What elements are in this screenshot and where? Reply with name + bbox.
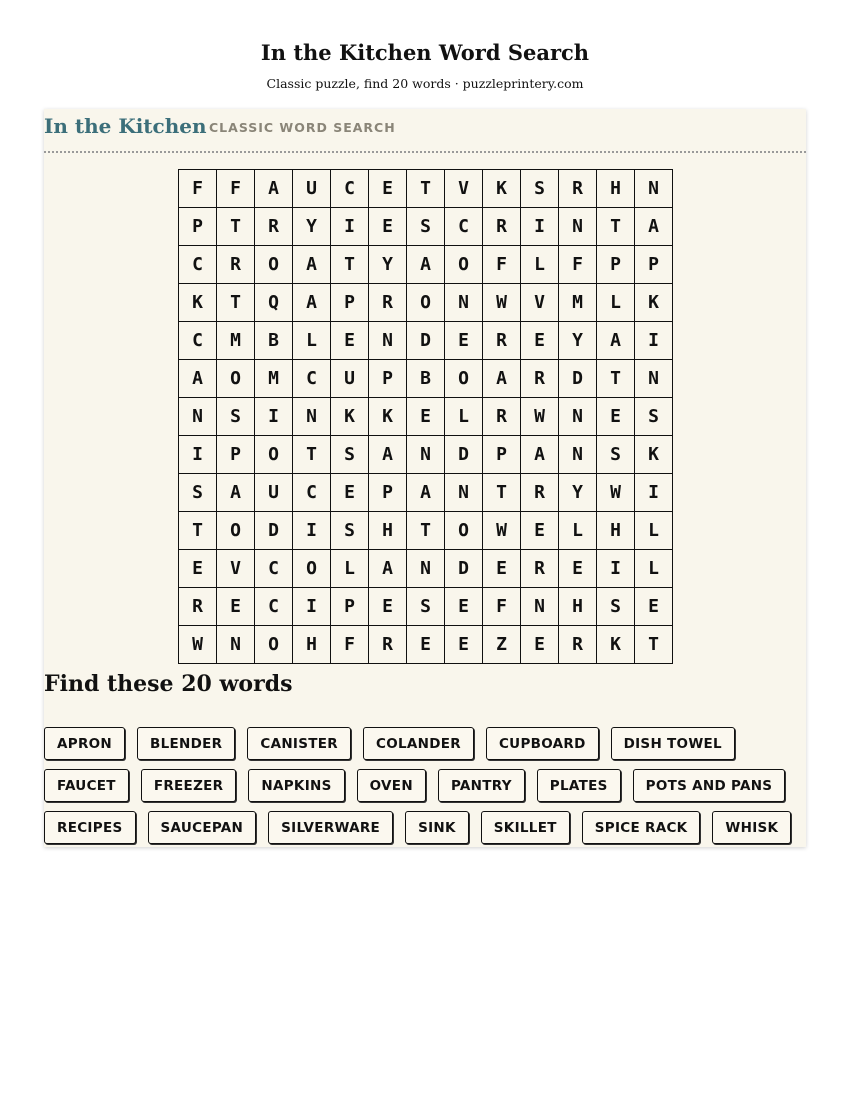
grid-cell[interactable]: H <box>369 512 407 550</box>
grid-cell[interactable]: L <box>521 246 559 284</box>
grid-cell[interactable]: C <box>445 208 483 246</box>
grid-cell[interactable]: W <box>521 398 559 436</box>
grid-cell[interactable]: I <box>293 588 331 626</box>
grid-cell[interactable]: M <box>217 322 255 360</box>
grid-cell[interactable]: A <box>635 208 673 246</box>
grid-cell[interactable]: H <box>293 626 331 664</box>
grid-cell[interactable]: P <box>331 284 369 322</box>
grid-cell[interactable]: E <box>521 512 559 550</box>
grid-cell[interactable]: K <box>635 436 673 474</box>
grid-cell[interactable]: A <box>293 284 331 322</box>
grid-cell[interactable]: R <box>369 626 407 664</box>
grid-cell[interactable]: R <box>369 284 407 322</box>
card-title: In the Kitchen <box>44 114 207 138</box>
grid-cell[interactable]: N <box>369 322 407 360</box>
grid-cell[interactable]: B <box>255 322 293 360</box>
grid-cell[interactable]: R <box>179 588 217 626</box>
grid-cell[interactable]: P <box>483 436 521 474</box>
grid-cell[interactable]: E <box>559 550 597 588</box>
grid-cell[interactable]: K <box>483 170 521 208</box>
grid-cell[interactable]: W <box>179 626 217 664</box>
grid-cell[interactable]: F <box>483 588 521 626</box>
grid-cell[interactable]: N <box>559 208 597 246</box>
grid-cell[interactable]: K <box>597 626 635 664</box>
grid-cell[interactable]: C <box>331 170 369 208</box>
grid-cell[interactable]: O <box>255 436 293 474</box>
grid-cell[interactable]: N <box>407 550 445 588</box>
grid-cell[interactable]: T <box>179 512 217 550</box>
word-list-heading: Find these 20 words <box>44 671 293 697</box>
grid-cell[interactable]: T <box>407 512 445 550</box>
grid-cell[interactable]: N <box>521 588 559 626</box>
grid-cell[interactable]: P <box>597 246 635 284</box>
word-chip: NAPKINS <box>248 769 344 802</box>
grid-cell[interactable]: A <box>597 322 635 360</box>
grid-cell[interactable]: T <box>635 626 673 664</box>
grid-cell[interactable]: P <box>635 246 673 284</box>
word-chip: WHISK <box>712 811 791 844</box>
grid-cell[interactable]: I <box>255 398 293 436</box>
grid-cell[interactable]: A <box>407 474 445 512</box>
grid-cell[interactable]: L <box>293 322 331 360</box>
grid-cell[interactable]: I <box>521 208 559 246</box>
grid-cell[interactable]: I <box>179 436 217 474</box>
grid-cell[interactable]: A <box>179 360 217 398</box>
grid-cell[interactable]: F <box>217 170 255 208</box>
grid-cell[interactable]: S <box>217 398 255 436</box>
grid-cell[interactable]: O <box>255 246 293 284</box>
word-chip: POTS AND PANS <box>633 769 786 802</box>
grid-cell[interactable]: R <box>521 550 559 588</box>
grid-cell[interactable]: T <box>217 284 255 322</box>
grid-cell[interactable]: R <box>483 398 521 436</box>
page-title: In the Kitchen Word Search <box>260 40 590 65</box>
grid-cell[interactable]: R <box>217 246 255 284</box>
grid-cell[interactable]: S <box>331 512 369 550</box>
grid-cell[interactable]: O <box>217 512 255 550</box>
grid-cell[interactable]: S <box>407 208 445 246</box>
grid-cell[interactable]: S <box>407 588 445 626</box>
grid-cell[interactable]: O <box>445 246 483 284</box>
grid-cell[interactable]: H <box>597 170 635 208</box>
word-chip: SPICE RACK <box>582 811 701 844</box>
grid-cell[interactable]: P <box>179 208 217 246</box>
grid-cell[interactable]: A <box>521 436 559 474</box>
grid-cell[interactable]: N <box>559 436 597 474</box>
word-chip: SILVERWARE <box>268 811 393 844</box>
grid-cell[interactable]: Y <box>559 322 597 360</box>
grid-cell[interactable]: F <box>331 626 369 664</box>
word-chip: CUPBOARD <box>486 727 599 760</box>
grid-cell[interactable]: Y <box>559 474 597 512</box>
grid-cell[interactable]: O <box>217 360 255 398</box>
grid-cell[interactable]: P <box>369 474 407 512</box>
grid-cell[interactable]: E <box>635 588 673 626</box>
grid-cell[interactable]: Y <box>293 208 331 246</box>
grid-cell[interactable]: N <box>217 626 255 664</box>
grid-cell[interactable]: C <box>255 550 293 588</box>
grid-cell[interactable]: C <box>179 246 217 284</box>
grid-cell[interactable]: W <box>483 284 521 322</box>
grid-cell[interactable]: D <box>445 436 483 474</box>
grid-cell[interactable]: L <box>445 398 483 436</box>
grid-cell[interactable]: R <box>559 626 597 664</box>
grid-cell[interactable]: Z <box>483 626 521 664</box>
grid-cell[interactable]: T <box>597 208 635 246</box>
word-chip: PLATES <box>537 769 621 802</box>
grid-cell[interactable]: R <box>255 208 293 246</box>
grid-cell[interactable]: K <box>369 398 407 436</box>
grid-cell[interactable]: E <box>369 588 407 626</box>
grid-cell[interactable]: L <box>331 550 369 588</box>
word-chip: SAUCEPAN <box>148 811 257 844</box>
grid-cell[interactable]: A <box>407 246 445 284</box>
grid-cell[interactable]: U <box>331 360 369 398</box>
grid-cell[interactable]: B <box>407 360 445 398</box>
grid-cell[interactable]: M <box>255 360 293 398</box>
grid-cell[interactable]: K <box>179 284 217 322</box>
grid-cell[interactable]: E <box>407 398 445 436</box>
grid-cell[interactable]: O <box>445 360 483 398</box>
grid-cell[interactable]: A <box>293 246 331 284</box>
page-subtitle: Classic puzzle, find 20 words · puzzleprintery.com <box>266 76 584 91</box>
grid-cell[interactable]: R <box>521 360 559 398</box>
grid-cell[interactable]: F <box>483 246 521 284</box>
grid-cell[interactable]: O <box>407 284 445 322</box>
grid-cell[interactable]: E <box>521 322 559 360</box>
grid-cell[interactable]: T <box>217 208 255 246</box>
grid-cell[interactable]: R <box>521 474 559 512</box>
grid-cell[interactable]: R <box>559 170 597 208</box>
grid-cell[interactable]: O <box>255 626 293 664</box>
grid-cell[interactable]: W <box>483 512 521 550</box>
grid-cell[interactable]: N <box>407 436 445 474</box>
grid-cell[interactable]: N <box>635 360 673 398</box>
grid-cell[interactable]: C <box>179 322 217 360</box>
grid-cell[interactable]: I <box>293 512 331 550</box>
grid-cell[interactable]: D <box>559 360 597 398</box>
page-header <box>0 38 850 92</box>
word-chip: PANTRY <box>438 769 525 802</box>
grid-cell[interactable]: A <box>483 360 521 398</box>
grid-cell[interactable]: P <box>331 588 369 626</box>
grid-cell[interactable]: K <box>331 398 369 436</box>
grid-cell[interactable]: K <box>635 284 673 322</box>
grid-cell[interactable]: L <box>559 512 597 550</box>
grid-cell[interactable]: L <box>635 512 673 550</box>
grid-cell[interactable]: O <box>293 550 331 588</box>
grid-cell[interactable]: N <box>445 474 483 512</box>
grid-cell[interactable]: A <box>255 170 293 208</box>
grid-cell[interactable]: M <box>559 284 597 322</box>
grid-cell[interactable]: P <box>369 360 407 398</box>
word-chip: DISH TOWEL <box>611 727 735 760</box>
word-chip: FREEZER <box>141 769 237 802</box>
grid-cell[interactable]: R <box>483 322 521 360</box>
grid-cell[interactable]: S <box>597 436 635 474</box>
grid-cell[interactable]: T <box>483 474 521 512</box>
grid-cell[interactable]: V <box>445 170 483 208</box>
grid-cell[interactable]: V <box>521 284 559 322</box>
grid-cell[interactable]: E <box>179 550 217 588</box>
grid-cell[interactable]: U <box>293 170 331 208</box>
grid-cell[interactable]: R <box>483 208 521 246</box>
grid-cell[interactable]: L <box>597 284 635 322</box>
grid-cell[interactable]: I <box>331 208 369 246</box>
grid-cell[interactable]: I <box>635 322 673 360</box>
word-chip: BLENDER <box>137 727 235 760</box>
grid-cell[interactable]: C <box>293 474 331 512</box>
grid-cell[interactable]: E <box>369 170 407 208</box>
grid-cell[interactable]: E <box>445 626 483 664</box>
grid-cell[interactable]: E <box>597 398 635 436</box>
grid-cell[interactable]: E <box>521 626 559 664</box>
grid-cell[interactable]: F <box>559 246 597 284</box>
letter-grid <box>178 169 673 664</box>
grid-cell[interactable]: T <box>407 170 445 208</box>
grid-cell[interactable]: U <box>255 474 293 512</box>
word-chip: OVEN <box>357 769 426 802</box>
grid-cell[interactable]: P <box>217 436 255 474</box>
word-chip: RECIPES <box>44 811 136 844</box>
grid-cell[interactable]: C <box>255 588 293 626</box>
grid-cell[interactable]: E <box>331 322 369 360</box>
grid-cell[interactable]: H <box>597 512 635 550</box>
grid-cell[interactable]: F <box>179 170 217 208</box>
puzzle-card <box>44 109 806 847</box>
puzzle-type-label: CLASSIC WORD SEARCH <box>209 120 396 135</box>
grid-cell[interactable]: C <box>293 360 331 398</box>
word-chip: CANISTER <box>247 727 351 760</box>
grid-cell[interactable]: E <box>445 322 483 360</box>
grid-cell[interactable]: A <box>217 474 255 512</box>
word-chip: SINK <box>405 811 469 844</box>
grid-cell[interactable]: N <box>635 170 673 208</box>
grid-cell[interactable]: T <box>331 246 369 284</box>
grid-cell[interactable]: D <box>407 322 445 360</box>
grid-cell[interactable]: E <box>217 588 255 626</box>
grid-cell[interactable]: E <box>369 208 407 246</box>
grid-cell[interactable]: E <box>445 588 483 626</box>
grid-cell[interactable]: Q <box>255 284 293 322</box>
grid-cell[interactable]: H <box>559 588 597 626</box>
grid-cell[interactable]: A <box>369 550 407 588</box>
grid-cell[interactable]: S <box>179 474 217 512</box>
word-chip: FAUCET <box>44 769 129 802</box>
grid-cell[interactable]: S <box>597 588 635 626</box>
grid-cell[interactable]: N <box>445 284 483 322</box>
grid-cell[interactable]: D <box>445 550 483 588</box>
word-chip: SKILLET <box>481 811 570 844</box>
grid-cell[interactable]: N <box>559 398 597 436</box>
grid-cell[interactable]: I <box>597 550 635 588</box>
grid-cell[interactable]: S <box>521 170 559 208</box>
word-list <box>44 727 806 844</box>
grid-cell[interactable]: N <box>293 398 331 436</box>
grid-cell[interactable]: W <box>597 474 635 512</box>
grid-cell[interactable]: A <box>369 436 407 474</box>
card-header <box>44 109 806 153</box>
grid-cell[interactable]: L <box>635 550 673 588</box>
grid-cell[interactable]: D <box>255 512 293 550</box>
grid-cell[interactable]: T <box>597 360 635 398</box>
grid-cell[interactable]: E <box>331 474 369 512</box>
grid-cell[interactable]: Y <box>369 246 407 284</box>
grid-cell[interactable]: V <box>217 550 255 588</box>
grid-cell[interactable]: O <box>445 512 483 550</box>
word-chip: COLANDER <box>363 727 474 760</box>
grid-cell[interactable]: E <box>483 550 521 588</box>
grid-cell[interactable]: T <box>293 436 331 474</box>
word-chip: APRON <box>44 727 125 760</box>
grid-cell[interactable]: I <box>635 474 673 512</box>
grid-cell[interactable]: S <box>331 436 369 474</box>
grid-cell[interactable]: S <box>635 398 673 436</box>
grid-cell[interactable]: E <box>407 626 445 664</box>
grid-cell[interactable]: N <box>179 398 217 436</box>
